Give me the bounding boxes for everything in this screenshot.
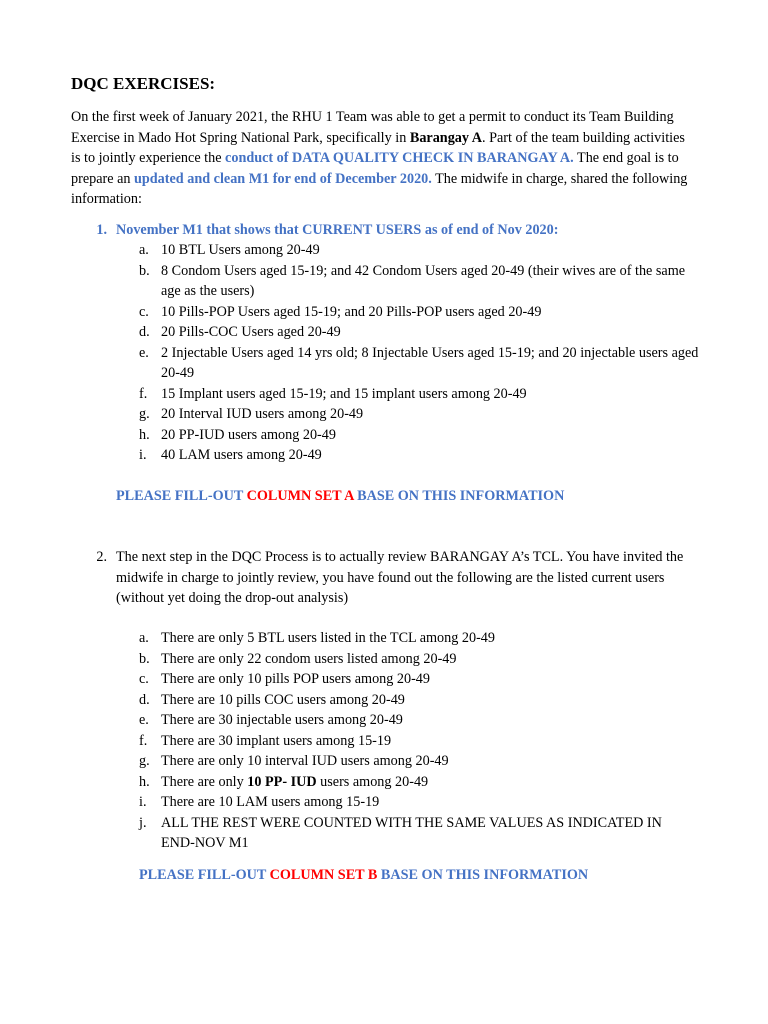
list-text: There are 10 LAM users among 15-19 — [161, 794, 380, 810]
list-text: There are 30 implant users among 15-19 — [161, 732, 392, 749]
list-text: ALL THE REST WERE COUNTED WITH THE SAME VALUES AS INDICATED IN END-NOV M1 — [161, 814, 662, 851]
list-marker: f. — [139, 385, 148, 402]
list-text — [161, 772, 699, 793]
list-item — [139, 772, 699, 793]
intro-barangay: Barangay A — [409, 129, 482, 146]
column-set-b-label: COLUMN SET B — [269, 867, 378, 883]
list-item — [139, 425, 699, 446]
list-marker: a. — [139, 630, 149, 646]
section2-number: 2. — [96, 549, 107, 565]
list-marker: h. — [139, 773, 150, 790]
list-text: There are only 5 BTL users listed in the TCL among 20-49 — [161, 630, 495, 646]
list-text: 40 LAM users among 20-49 — [161, 447, 322, 463]
list-text: There are only 22 condom users listed among 20-49 — [161, 650, 457, 667]
list-marker: c. — [139, 303, 149, 320]
list-marker: a. — [139, 242, 149, 258]
section2-list — [139, 628, 699, 854]
fill-instruction-text: PLEASE FILL-OUT — [139, 867, 270, 883]
list-item — [139, 302, 699, 323]
intro-text-4: The midwife in charge, shared the following information: — [71, 170, 688, 207]
list-text: 2 Injectable Users aged 14 yrs old; 8 Injectable Users aged 15-19; and 20 injectable users aged 20-49 — [161, 344, 699, 381]
section2-paragraph: The next step in the DQC Process is to actually review BARANGAY A’s TCL. You have invited the midwife in charge to jointly review, you have found out the following are the listed current users (without yet doing the drop-out analysis) — [116, 549, 684, 606]
section1-fill-instruction — [116, 486, 564, 507]
section1-title: November M1 that shows that CURRENT USERS as of end of Nov 2020: — [116, 222, 559, 238]
list-text: 20 PP-IUD users among 20-49 — [161, 426, 336, 443]
column-set-a-label: COLUMN SET A — [246, 488, 354, 504]
fill-instruction-text: PLEASE FILL-OUT — [116, 488, 247, 504]
list-text: 10 Pills-POP Users aged 15-19; and 20 Pills-POP users aged 20-49 — [161, 303, 542, 320]
list-item — [139, 751, 699, 772]
list-marker: c. — [139, 671, 149, 687]
intro-paragraph — [71, 107, 691, 210]
list-item — [139, 731, 699, 752]
list-text: 20 Interval IUD users among 20-49 — [161, 406, 364, 422]
list-item — [139, 649, 699, 670]
list-item — [139, 445, 699, 466]
list-item — [139, 710, 699, 731]
list-text: There are only 10 interval IUD users among 20-49 — [161, 753, 449, 769]
list-marker: b. — [139, 262, 150, 279]
list-item — [139, 240, 699, 261]
list-item — [139, 343, 699, 384]
intro-text-1: On the first week of January 2021, the RHU 1 Team was able to get a permit to conduct its Team Building Exercise in Mado Hot Spring National Park, specifically in — [71, 109, 674, 146]
list-text: 15 Implant users aged 15-19; and 15 implant users among 20-49 — [161, 385, 527, 402]
list-item — [139, 628, 699, 649]
list-item — [139, 404, 699, 425]
list-text: 20 Pills-COC Users aged 20-49 — [161, 324, 341, 340]
list-marker: b. — [139, 650, 150, 667]
list-text: There are 30 injectable users among 20-49 — [161, 712, 403, 728]
list-text-bold: 10 PP- IUD — [247, 773, 317, 790]
list-item — [139, 690, 699, 711]
list-text: 10 BTL Users among 20-49 — [161, 242, 320, 258]
list-text-part: users among 20-49 — [316, 773, 429, 790]
list-marker: e. — [139, 712, 149, 728]
list-text-part: There are only — [161, 773, 248, 790]
list-marker: e. — [139, 344, 149, 361]
list-marker: f. — [139, 732, 148, 749]
intro-dqc-highlight: conduct of DATA QUALITY CHECK IN BARANGAY A. — [225, 150, 574, 166]
fill-instruction-text: BASE ON THIS INFORMATION — [353, 488, 565, 504]
list-item — [139, 261, 699, 302]
list-marker: d. — [139, 691, 150, 708]
list-marker: j. — [139, 814, 147, 831]
intro-m1-highlight: updated and clean M1 for end of December 2020. — [134, 170, 432, 187]
list-text: There are only 10 pills POP users among 20-49 — [161, 671, 430, 687]
list-marker: d. — [139, 324, 150, 340]
list-marker: i. — [139, 447, 147, 463]
list-text: There are 10 pills COC users among 20-49 — [161, 691, 405, 708]
list-marker: g. — [139, 406, 150, 422]
intro-text-2: . Part of the team building activities is to jointly experience the — [71, 129, 685, 166]
section2-fill-instruction — [139, 865, 588, 886]
list-text: 8 Condom Users aged 15-19; and 42 Condom Users aged 20-49 (their wives are of the same age as the users) — [161, 262, 686, 299]
list-item — [139, 792, 699, 813]
page-title: DQC EXERCISES: — [71, 74, 216, 93]
list-marker: i. — [139, 794, 147, 810]
list-item — [139, 384, 699, 405]
list-item — [139, 322, 699, 343]
intro-text-3: The end goal is to prepare an — [71, 150, 679, 187]
list-item — [139, 669, 699, 690]
section1-list — [139, 240, 699, 466]
fill-instruction-text: BASE ON THIS INFORMATION — [377, 867, 589, 883]
list-marker: h. — [139, 426, 150, 443]
list-item — [139, 813, 699, 854]
list-marker: g. — [139, 753, 150, 769]
section1-number: 1. — [96, 222, 107, 238]
